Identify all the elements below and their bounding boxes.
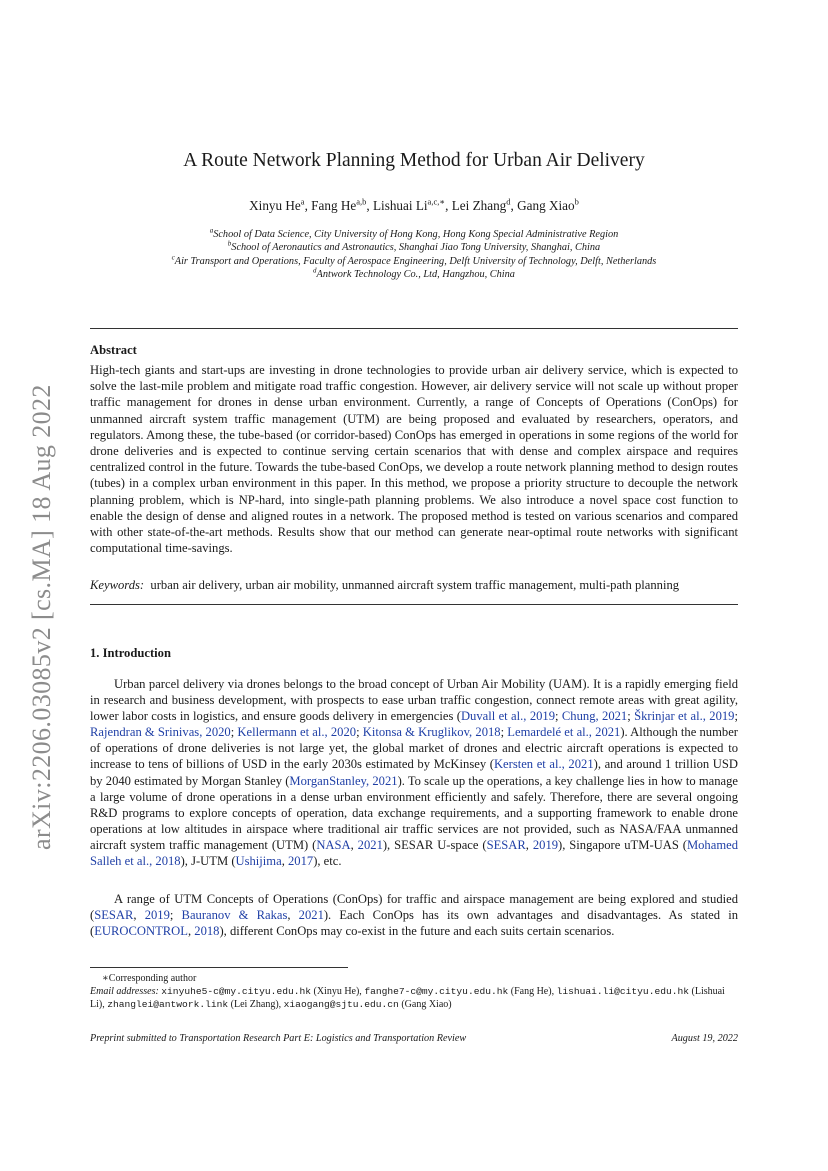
paragraph-text: ; xyxy=(734,709,738,724)
affiliation-text: Antwork Technology Co., Ltd, Hangzhou, China xyxy=(316,269,515,281)
paragraph-text: ), and around 1 trillion USD by 2040 estimated by Morgan Stanley ( xyxy=(90,757,738,788)
paragraph-text: ; xyxy=(356,725,363,740)
citation-link[interactable]: Rajendran & Srinivas, 2020 xyxy=(90,725,231,740)
citation-link[interactable]: Mohamed Salleh et al., 2018 xyxy=(90,837,739,869)
affiliation-line xyxy=(90,228,738,241)
paragraph-text: ). Each ConOps has its own advantages and disadvantages. As stated in ( xyxy=(90,908,739,939)
affiliation-line xyxy=(90,241,738,254)
keywords-text: urban air delivery, urban air mobility, unmanned aircraft system traffic management, multi-path planning xyxy=(150,578,680,592)
citation-link[interactable]: Duvall et al., 2019 xyxy=(460,709,556,724)
author-name: Gang Xiao xyxy=(517,198,575,213)
author-affiliation-mark[interactable]: d xyxy=(506,196,511,207)
citation-link[interactable]: Ushijima xyxy=(235,854,282,869)
top-divider xyxy=(90,328,738,329)
paragraph-text: A range of UTM Concepts of Operations (ConOps) for traffic and airspace management are being explored and studied ( xyxy=(90,892,738,923)
paragraph-text: ), different ConOps may co-exist in the future and each suits certain scenarios. xyxy=(219,924,615,939)
paragraph-text: ), Singapore uTM-UAS ( xyxy=(558,837,687,852)
affiliation-list xyxy=(90,228,738,282)
email-owner: (Xinyu He), xyxy=(310,986,365,998)
footnote xyxy=(90,972,738,1012)
preprint-date: August 19, 2022 xyxy=(671,1033,738,1044)
abstract-bottom-divider xyxy=(90,604,738,605)
paragraph-text: , xyxy=(287,908,299,923)
affiliation-mark: d xyxy=(313,266,317,275)
citation-link[interactable]: NASA xyxy=(316,837,351,852)
paragraph-text: ; xyxy=(555,709,562,724)
citation-link[interactable]: 2021 xyxy=(298,908,324,923)
paragraph-text: , xyxy=(187,924,195,939)
citation-link[interactable]: EUROCONTROL xyxy=(94,924,188,939)
preprint-note: Preprint submitted to Transportation Research Part E: Logistics and Transportation Review xyxy=(90,1033,467,1044)
paragraph-text: ; xyxy=(230,725,238,740)
author-name: Xinyu He xyxy=(249,198,301,213)
citation-link[interactable]: 2019 xyxy=(532,837,559,852)
email-link[interactable]: fanghe7-c@my.cityu.edu.hk xyxy=(364,986,509,998)
paragraph-text: ). Although the number of operations of drone deliveries is not large yet, the global market of drones and electric aircraft operations is expected to increase to tens of billions of USD in the early 2030s estimated by McKinsey ( xyxy=(90,725,738,772)
citation-link[interactable]: SESAR xyxy=(94,908,134,923)
paper-title: A Route Network Planning Method for Urban Air Delivery xyxy=(183,150,645,171)
author-name: Lei Zhang xyxy=(451,198,507,213)
paragraph-text: ; xyxy=(627,709,635,724)
email-label: Email addresses: xyxy=(90,986,162,998)
paragraph-text: ), SESAR U-space ( xyxy=(382,837,487,852)
paragraph-text: , xyxy=(350,837,358,852)
paragraph-text: , xyxy=(281,854,288,869)
paragraph-text: , xyxy=(525,837,533,852)
email-owner: (Gang Xiao) xyxy=(398,999,452,1011)
author-separator: , xyxy=(304,198,312,213)
citation-link[interactable]: 2021 xyxy=(357,837,383,852)
author-name: Lishuai Li xyxy=(372,198,428,213)
affiliation-line xyxy=(90,268,738,281)
section-heading-introduction: 1. Introduction xyxy=(90,646,171,660)
email-link[interactable]: xiaogang@sjtu.edu.cn xyxy=(283,999,399,1011)
email-owner: (Lishuai Li), xyxy=(90,986,725,1011)
email-addresses xyxy=(90,986,725,1010)
citation-link[interactable]: Škrinjar et al., 2019 xyxy=(634,709,735,724)
email-link[interactable]: xinyuhe5-c@my.cityu.edu.hk xyxy=(161,986,311,998)
author-separator: , xyxy=(366,198,373,213)
intro-paragraph-1 xyxy=(90,676,738,869)
citation-link[interactable]: SESAR xyxy=(486,837,526,852)
paragraph-text: ; xyxy=(169,908,182,923)
paragraph-text: , xyxy=(133,908,145,923)
citation-link[interactable]: 2018 xyxy=(194,924,220,939)
paragraph-text: ), J-UTM ( xyxy=(180,854,236,869)
citation-link[interactable]: Kellermann et al., 2020 xyxy=(237,725,357,740)
affiliation-text: School of Aeronautics and Astronautics, Shanghai Jiao Tong University, Shanghai, China xyxy=(231,242,601,254)
email-owner: (Fang He), xyxy=(508,986,557,998)
author-affiliation-mark[interactable]: a,c,∗ xyxy=(427,196,446,207)
email-link[interactable]: zhanglei@antwork.link xyxy=(107,999,229,1011)
affiliation-mark: a xyxy=(209,226,214,235)
author-separator: , xyxy=(510,198,518,213)
footnote-divider xyxy=(90,967,348,968)
paragraph-text: ; xyxy=(500,725,508,740)
citation-link[interactable]: 2019 xyxy=(144,908,170,923)
keywords-label: Keywords: xyxy=(90,578,145,592)
author-list xyxy=(90,198,738,214)
affiliation-line xyxy=(90,255,738,268)
keywords-line xyxy=(90,577,750,593)
citation-link[interactable]: Kitonsa & Kruglikov, 2018 xyxy=(362,725,501,740)
affiliation-mark: c xyxy=(171,253,175,262)
affiliation-text: School of Data Science, City University of Hong Kong, Hong Kong Special Administrative Region xyxy=(213,229,619,240)
affiliation-mark: b xyxy=(227,239,232,248)
author-separator: , xyxy=(445,198,452,213)
citation-link[interactable]: Kersten et al., 2021 xyxy=(493,757,594,772)
author-affiliation-mark[interactable]: a,b xyxy=(356,196,367,207)
citation-link[interactable]: Chung, 2021 xyxy=(561,709,628,724)
paragraph-text: Urban parcel delivery via drones belongs to the broad concept of Urban Air Mobility (UAM). It is a rapidly emerging field in research and business development, with prospects to ease urban traffic congestion, connect remote areas with great agility, lower labor costs in logistics, and ensure goods delivery in emergencies ( xyxy=(90,677,738,724)
citation-link[interactable]: Bauranov & Rakas xyxy=(181,908,288,923)
citation-link[interactable]: 2017 xyxy=(288,854,314,869)
email-owner: (Lei Zhang), xyxy=(228,999,284,1011)
author-affiliation-mark[interactable]: b xyxy=(574,196,579,207)
corresponding-author-note: ∗Corresponding author xyxy=(102,973,197,984)
paragraph-text: ), etc. xyxy=(313,854,342,869)
citation-link[interactable]: Lemardelé et al., 2021 xyxy=(507,725,621,740)
abstract-heading: Abstract xyxy=(90,343,137,357)
arxiv-identifier[interactable]: arXiv:2206.03085v2 [cs.MA] 18 Aug 2022 xyxy=(27,384,56,850)
abstract-text: High-tech giants and start-ups are investing in drone technologies to provide urban air delivery service, which is expected to solve the last-mile problem and mitigate road traffic congestion. However, air delivery service will not scale up without proper traffic management for drones in dense urban environment. Currently, a range of Concepts of Operations (ConOps) for unmanned aircraft system traffic management (UTM) are being proposed and evaluated by researchers, operators, and regulators. Among these, the tube-based (or corridor-based) ConOps has emerged in operations in some regions of the world for drone deliveries and is expected to continue serving certain scenarios that with dense and complex airspace and requires centralized control in the future. Towards the tube-based ConOps, we develop a route network planning method to design routes (tubes) in a complex urban environment in this paper. In this method, we propose a priority structure to decouple the network planning problem, which is NP-hard, into single-path planning problems. We also introduce a novel space cost function to enable the design of dense and aligned routes in a network. The proposed method is tested on various scenarios and compared with other state-of-the-art methods. Results show that our method can generate near-optimal route networks with significant computational time-savings. xyxy=(90,363,738,556)
author-affiliation-mark[interactable]: a xyxy=(300,196,305,207)
affiliation-text: Air Transport and Operations, Faculty of Aerospace Engineering, Delft University of Technology, Delft, Netherlands xyxy=(174,255,657,267)
paragraph-text: ). To scale up the operations, a key challenge lies in how to manage a large volume of drone operations in a dense urban environment efficiently and safely. Therefore, there are several ongoing R&D programs to explore concepts of operation, data exchange requirements, and a supporting framework to enable drone operations at low altitudes in airspace where traditional air traffic services are not provided, such as NASA/FAA unmanned aircraft system traffic management (UTM) ( xyxy=(90,773,739,852)
email-link[interactable]: lishuai.li@cityu.edu.hk xyxy=(556,986,689,998)
citation-link[interactable]: MorganStanley, 2021 xyxy=(289,773,398,788)
author-name: Fang He xyxy=(311,198,357,213)
intro-paragraph-2 xyxy=(90,891,738,939)
